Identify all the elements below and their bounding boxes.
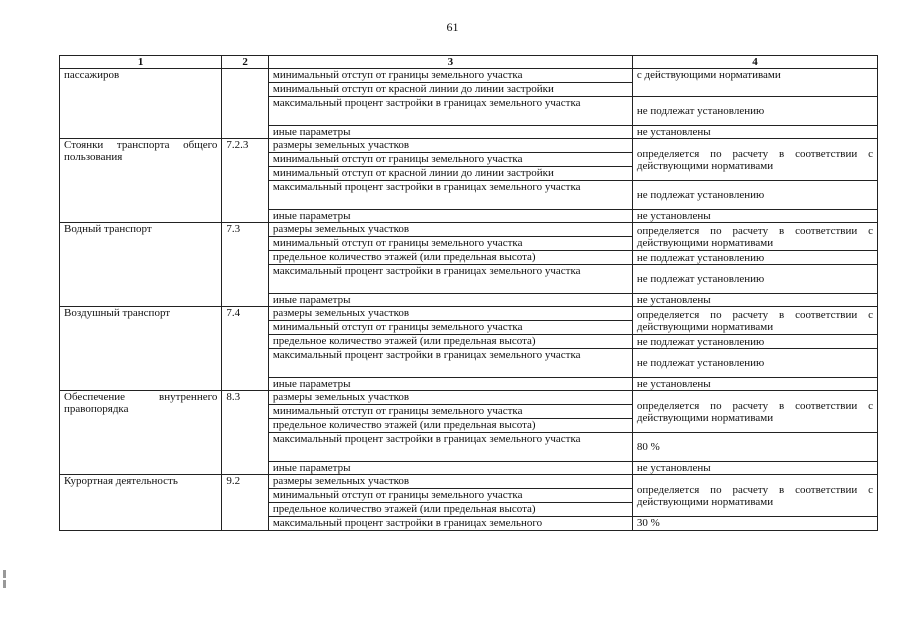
parameter-cell: минимальный отступ от границы земельного участка [268, 153, 632, 167]
activity-code: 9.2 [222, 475, 269, 531]
activity-name: Водный транспорт [60, 223, 222, 307]
value-cell: определяется по расчету в соответствии с действующими нормативами [632, 307, 877, 335]
page-number: 61 [446, 20, 459, 34]
value-cell: не подлежат установлению [632, 97, 877, 126]
parameter-cell: иные параметры [268, 210, 632, 223]
value-cell: 30 % [632, 517, 877, 531]
parameter-cell: иные параметры [268, 462, 632, 475]
value-cell: не установлены [632, 126, 877, 139]
value-cell: не подлежат установлению [632, 181, 877, 210]
parameter-cell: предельное количество этажей (или предельная высота) [268, 251, 632, 265]
activity-name: Стоянки транспорта общего пользования [60, 139, 222, 223]
value-cell: определяется по расчету в соответствии с действующими нормативами [632, 139, 877, 181]
parameter-cell: минимальный отступ от красной линии до линии застройки [268, 83, 632, 97]
parameter-cell: предельное количество этажей (или предельная высота) [268, 419, 632, 433]
parameter-cell: минимальный отступ от границы земельного участка [268, 237, 632, 251]
parameter-cell: минимальный отступ от границы земельного участка [268, 405, 632, 419]
value-cell: не подлежат установлению [632, 251, 877, 265]
table-row [60, 69, 878, 83]
parameter-cell: размеры земельных участков [268, 139, 632, 153]
scan-artifact [3, 570, 6, 578]
parameter-cell: максимальный процент застройки в границах земельного участка [268, 181, 632, 210]
header-row [60, 56, 878, 69]
activity-code: 7.3 [222, 223, 269, 307]
activity-code [222, 69, 269, 139]
table-row [60, 223, 878, 237]
parameter-cell: размеры земельных участков [268, 391, 632, 405]
parameter-cell: иные параметры [268, 378, 632, 391]
parameter-cell: иные параметры [268, 294, 632, 307]
table-row [60, 139, 878, 153]
parameter-cell: минимальный отступ от красной линии до линии застройки [268, 167, 632, 181]
value-cell: определяется по расчету в соответствии с действующими нормативами [632, 475, 877, 517]
parameter-cell: максимальный процент застройки в границах земельного участка [268, 349, 632, 378]
table-row [60, 307, 878, 321]
value-cell: 80 % [632, 433, 877, 462]
parameter-cell: размеры земельных участков [268, 223, 632, 237]
parameter-cell: максимальный процент застройки в границах земельного участка [268, 97, 632, 126]
value-cell: не подлежат установлению [632, 349, 877, 378]
parameter-cell: минимальный отступ от границы земельного участка [268, 321, 632, 335]
parameter-cell: предельное количество этажей (или предельная высота) [268, 503, 632, 517]
value-cell: не подлежат установлению [632, 335, 877, 349]
parameter-cell: максимальный процент застройки в границах земельного [268, 517, 632, 531]
activity-name: Обеспечение внутреннего правопорядка [60, 391, 222, 475]
parameter-cell: размеры земельных участков [268, 475, 632, 489]
parameter-cell: минимальный отступ от границы земельного участка [268, 489, 632, 503]
activity-code: 7.4 [222, 307, 269, 391]
parameter-cell: максимальный процент застройки в границах земельного участка [268, 265, 632, 294]
value-cell: не подлежат установлению [632, 265, 877, 294]
activity-name: Воздушный транспорт [60, 307, 222, 391]
parameter-cell: предельное количество этажей (или предельная высота) [268, 335, 632, 349]
activity-code: 7.2.3 [222, 139, 269, 223]
value-cell: не установлены [632, 462, 877, 475]
value-cell: не установлены [632, 294, 877, 307]
header-col-2: 2 [222, 56, 269, 69]
regulations-table [59, 55, 878, 531]
value-cell: определяется по расчету в соответствии с действующими нормативами [632, 223, 877, 251]
header-col-3: 3 [268, 56, 632, 69]
header-col-4: 4 [632, 56, 877, 69]
table-row [60, 475, 878, 489]
activity-name: пассажиров [60, 69, 222, 139]
parameter-cell: размеры земельных участков [268, 307, 632, 321]
activity-code: 8.3 [222, 391, 269, 475]
activity-name: Курортная деятельность [60, 475, 222, 531]
value-cell: с действующими нормативами [632, 69, 877, 97]
parameter-cell: максимальный процент застройки в границах земельного участка [268, 433, 632, 462]
value-cell: определяется по расчету в соответствии с действующими нормативами [632, 391, 877, 433]
scan-artifact [3, 580, 6, 588]
parameter-cell: иные параметры [268, 126, 632, 139]
parameter-cell: минимальный отступ от границы земельного участка [268, 69, 632, 83]
table-row [60, 391, 878, 405]
header-col-1: 1 [60, 56, 222, 69]
value-cell: не установлены [632, 210, 877, 223]
value-cell: не установлены [632, 378, 877, 391]
